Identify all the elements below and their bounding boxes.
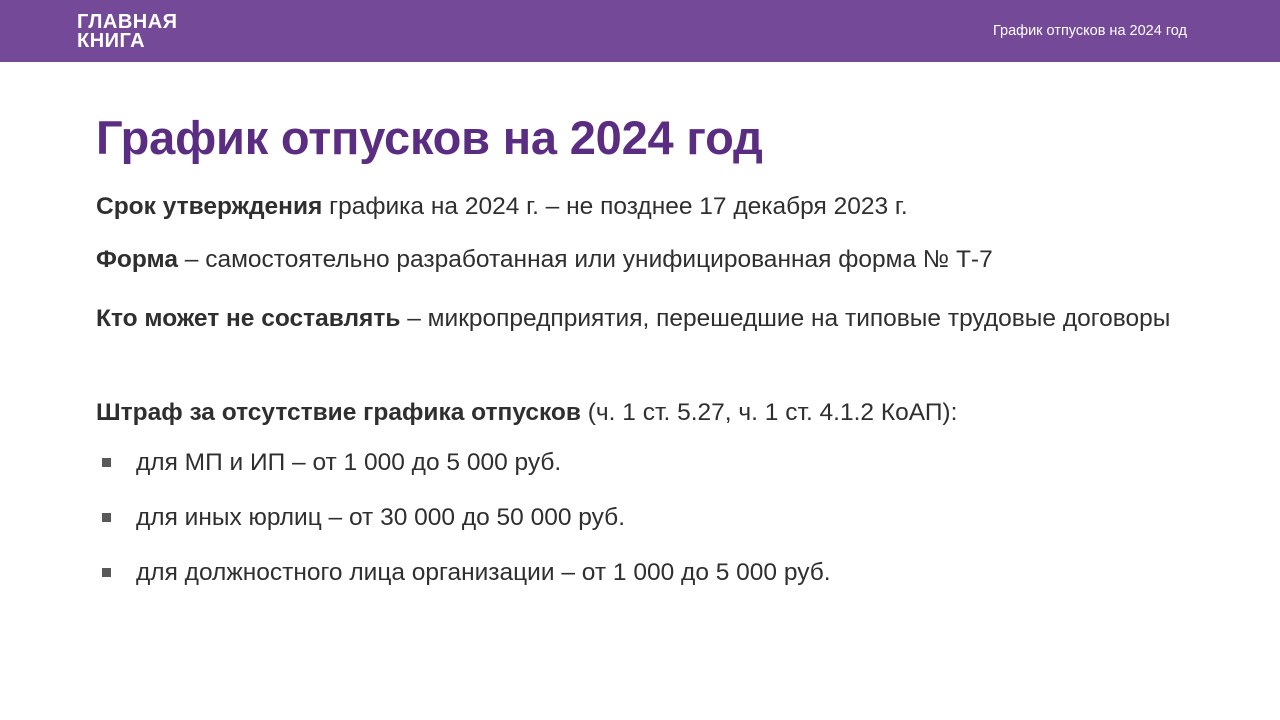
paragraph-exemption-lead: Кто может не составлять (96, 305, 401, 332)
brand-logo-line2: КНИГА (77, 30, 146, 52)
list-item (96, 502, 1196, 534)
paragraph-penalty-rest: (ч. 1 ст. 5.27, ч. 1 ст. 4.1.2 КоАП): (580, 399, 958, 426)
penalty-list (96, 447, 1196, 612)
slide-content (0, 62, 1280, 720)
page-title: График отпусков на 2024 год (96, 111, 763, 164)
list-item (96, 447, 1196, 479)
header-title: График отпусков на 2024 год (992, 23, 1187, 39)
paragraph-deadline-lead: Срок утверждения (96, 193, 323, 220)
paragraph-penalty (96, 397, 1196, 429)
paragraph-form (96, 244, 1196, 276)
list-item-label: для МП и ИП – от 1 000 до 5 000 руб. (136, 449, 562, 476)
list-item-label: для должностного лица организации – от 1 000 до 5 000 руб. (136, 558, 831, 586)
paragraph-deadline-rest: графика на 2024 г. – не позднее 17 декабря 2023 г. (322, 193, 908, 220)
paragraph-exemption-rest: – микропредприятия, перешедшие на типовые трудовые договоры (400, 305, 1171, 332)
paragraph-exemption (96, 303, 1196, 335)
square-bullet-icon (102, 513, 111, 522)
brand-logo-line1: ГЛАВНАЯ (77, 11, 178, 33)
paragraph-form-rest: – самостоятельно разработанная или унифицированная форма № Т-7 (177, 246, 993, 273)
paragraph-form-lead: Форма (96, 246, 178, 273)
list-item (96, 557, 1196, 589)
paragraph-deadline (96, 191, 1196, 223)
paragraph-penalty-lead: Штраф за отсутствие графика отпусков (96, 399, 581, 426)
list-item-label: для иных юрлиц – от 30 000 до 50 000 руб. (136, 503, 626, 531)
brand-logo (77, 13, 178, 51)
square-bullet-icon (102, 568, 111, 577)
header-bar (0, 0, 1280, 62)
square-bullet-icon (102, 458, 111, 467)
